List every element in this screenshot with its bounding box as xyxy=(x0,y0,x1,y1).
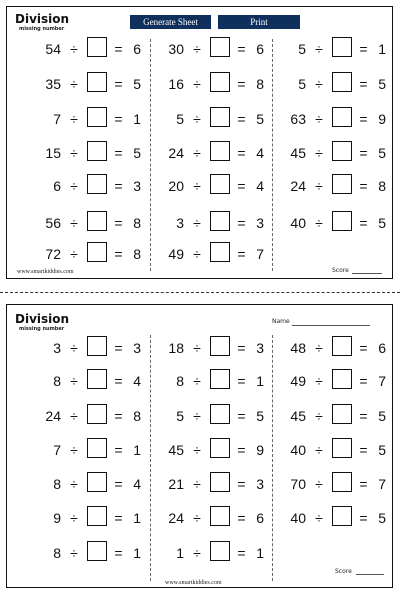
answer-box[interactable] xyxy=(87,174,107,194)
answer-box[interactable] xyxy=(210,174,230,194)
divide-sign: ÷ xyxy=(315,145,323,161)
quotient: 3 xyxy=(256,340,264,356)
equals-sign: = xyxy=(359,510,368,526)
problem-row xyxy=(17,539,145,567)
problem-row xyxy=(17,209,145,237)
answer-box[interactable] xyxy=(87,472,107,492)
equals-sign: = xyxy=(114,408,123,424)
dividend: 45 xyxy=(290,408,306,424)
divide-sign: ÷ xyxy=(315,178,323,194)
answer-box[interactable] xyxy=(210,107,230,127)
footer-url: www.smartkiddies.com xyxy=(17,269,74,275)
divide-sign: ÷ xyxy=(315,408,323,424)
problem-row xyxy=(262,334,390,362)
equals-sign: = xyxy=(114,510,123,526)
equals-sign: = xyxy=(359,215,368,231)
quotient: 7 xyxy=(378,476,386,492)
equals-sign: = xyxy=(237,476,246,492)
divide-sign: ÷ xyxy=(70,408,78,424)
answer-box[interactable] xyxy=(210,72,230,92)
dividend: 54 xyxy=(45,41,61,57)
problem-row xyxy=(140,436,268,464)
quotient: 6 xyxy=(256,510,264,526)
divide-sign: ÷ xyxy=(193,76,201,92)
quotient: 4 xyxy=(133,476,141,492)
divide-sign: ÷ xyxy=(70,545,78,561)
divide-sign: ÷ xyxy=(193,178,201,194)
answer-box[interactable] xyxy=(87,211,107,231)
answer-box[interactable] xyxy=(210,211,230,231)
dividend: 3 xyxy=(176,215,184,231)
answer-box[interactable] xyxy=(332,506,352,526)
divide-sign: ÷ xyxy=(193,145,201,161)
quotient: 3 xyxy=(133,178,141,194)
quotient: 1 xyxy=(133,111,141,127)
problem-row xyxy=(17,35,145,63)
equals-sign: = xyxy=(359,442,368,458)
divide-sign: ÷ xyxy=(193,545,201,561)
problem-row xyxy=(262,139,390,167)
quotient: 9 xyxy=(378,111,386,127)
problem-row xyxy=(17,105,145,133)
problem-row xyxy=(262,402,390,430)
generate-sheet-button[interactable]: Generate Sheet xyxy=(130,15,211,29)
answer-box[interactable] xyxy=(87,72,107,92)
dividend: 16 xyxy=(168,76,184,92)
dividend: 48 xyxy=(290,340,306,356)
divide-sign: ÷ xyxy=(70,41,78,57)
dividend: 56 xyxy=(45,215,61,231)
problem-row xyxy=(140,70,268,98)
problem-row xyxy=(140,139,268,167)
problem-row xyxy=(262,172,390,200)
dividend: 3 xyxy=(53,340,61,356)
sheet-subtitle: missing number xyxy=(19,326,65,332)
quotient: 8 xyxy=(133,246,141,262)
problem-row xyxy=(140,240,268,268)
divide-sign: ÷ xyxy=(70,340,78,356)
quotient: 6 xyxy=(378,340,386,356)
divide-sign: ÷ xyxy=(193,246,201,262)
answer-box[interactable] xyxy=(210,472,230,492)
divide-sign: ÷ xyxy=(193,340,201,356)
answer-box[interactable] xyxy=(332,141,352,161)
divide-sign: ÷ xyxy=(70,145,78,161)
divide-sign: ÷ xyxy=(193,373,201,389)
answer-box[interactable] xyxy=(210,141,230,161)
dividend: 49 xyxy=(290,373,306,389)
divide-sign: ÷ xyxy=(193,408,201,424)
equals-sign: = xyxy=(237,442,246,458)
equals-sign: = xyxy=(359,111,368,127)
divide-sign: ÷ xyxy=(315,442,323,458)
answer-box[interactable] xyxy=(87,369,107,389)
equals-sign: = xyxy=(114,246,123,262)
dividend: 24 xyxy=(168,510,184,526)
problem-row xyxy=(17,334,145,362)
divide-sign: ÷ xyxy=(70,476,78,492)
equals-sign: = xyxy=(237,145,246,161)
quotient: 5 xyxy=(256,408,264,424)
dividend: 7 xyxy=(53,442,61,458)
quotient: 5 xyxy=(256,111,264,127)
equals-sign: = xyxy=(114,340,123,356)
quotient: 8 xyxy=(133,215,141,231)
equals-sign: = xyxy=(359,178,368,194)
problem-row xyxy=(262,35,390,63)
name-label: Name xyxy=(272,318,290,325)
problem-row xyxy=(140,209,268,237)
equals-sign: = xyxy=(237,408,246,424)
problem-row xyxy=(17,436,145,464)
answer-box[interactable] xyxy=(87,37,107,57)
dividend: 5 xyxy=(298,41,306,57)
equals-sign: = xyxy=(359,476,368,492)
quotient: 1 xyxy=(256,373,264,389)
quotient: 1 xyxy=(256,545,264,561)
problem-row xyxy=(140,539,268,567)
divide-sign: ÷ xyxy=(70,373,78,389)
sheet-title: Division xyxy=(15,312,70,326)
divide-sign: ÷ xyxy=(193,476,201,492)
dividend: 24 xyxy=(45,408,61,424)
dividend: 40 xyxy=(290,442,306,458)
dividend: 5 xyxy=(176,408,184,424)
problem-row xyxy=(262,436,390,464)
problem-row xyxy=(17,504,145,532)
problem-row xyxy=(140,105,268,133)
dividend: 35 xyxy=(45,76,61,92)
quotient: 5 xyxy=(378,145,386,161)
quotient: 3 xyxy=(133,340,141,356)
equals-sign: = xyxy=(237,111,246,127)
quotient: 5 xyxy=(378,510,386,526)
problem-row xyxy=(140,172,268,200)
quotient: 9 xyxy=(256,442,264,458)
equals-sign: = xyxy=(359,41,368,57)
problem-row xyxy=(17,172,145,200)
dividend: 63 xyxy=(290,111,306,127)
dividend: 30 xyxy=(168,41,184,57)
divide-sign: ÷ xyxy=(70,178,78,194)
problem-row xyxy=(17,240,145,268)
answer-box[interactable] xyxy=(210,541,230,561)
divide-sign: ÷ xyxy=(70,246,78,262)
answer-box[interactable] xyxy=(210,242,230,262)
dividend: 8 xyxy=(53,545,61,561)
equals-sign: = xyxy=(114,442,123,458)
equals-sign: = xyxy=(359,145,368,161)
quotient: 6 xyxy=(133,41,141,57)
divide-sign: ÷ xyxy=(315,111,323,127)
divide-sign: ÷ xyxy=(193,510,201,526)
quotient: 3 xyxy=(256,215,264,231)
equals-sign: = xyxy=(237,373,246,389)
equals-sign: = xyxy=(359,408,368,424)
divide-sign: ÷ xyxy=(315,510,323,526)
dividend: 45 xyxy=(290,145,306,161)
answer-box[interactable] xyxy=(332,404,352,424)
divide-sign: ÷ xyxy=(315,340,323,356)
cut-line xyxy=(0,292,400,293)
equals-sign: = xyxy=(114,111,123,127)
equals-sign: = xyxy=(237,76,246,92)
quotient: 5 xyxy=(378,215,386,231)
dividend: 24 xyxy=(168,145,184,161)
equals-sign: = xyxy=(237,215,246,231)
dividend: 20 xyxy=(168,178,184,194)
answer-box[interactable] xyxy=(332,369,352,389)
name-line xyxy=(292,325,370,326)
quotient: 7 xyxy=(378,373,386,389)
score-line xyxy=(352,273,382,274)
answer-box[interactable] xyxy=(210,438,230,458)
answer-box[interactable] xyxy=(87,541,107,561)
dividend: 72 xyxy=(45,246,61,262)
dividend: 40 xyxy=(290,215,306,231)
answer-box[interactable] xyxy=(332,336,352,356)
quotient: 1 xyxy=(133,545,141,561)
score-line xyxy=(356,574,384,575)
quotient: 6 xyxy=(256,41,264,57)
sheet-subtitle: missing number xyxy=(19,26,65,32)
quotient: 1 xyxy=(133,510,141,526)
sheet-title: Division xyxy=(15,12,70,26)
dividend: 8 xyxy=(53,373,61,389)
divide-sign: ÷ xyxy=(315,476,323,492)
quotient: 1 xyxy=(133,442,141,458)
answer-box[interactable] xyxy=(87,242,107,262)
divide-sign: ÷ xyxy=(315,76,323,92)
answer-box[interactable] xyxy=(87,336,107,356)
quotient: 8 xyxy=(378,178,386,194)
equals-sign: = xyxy=(237,246,246,262)
problem-row xyxy=(140,402,268,430)
equals-sign: = xyxy=(114,545,123,561)
problem-row xyxy=(140,35,268,63)
score-label: Score xyxy=(335,568,352,575)
equals-sign: = xyxy=(114,373,123,389)
quotient: 1 xyxy=(378,41,386,57)
problem-row xyxy=(262,504,390,532)
footer-url: www.smartkiddies.com xyxy=(165,580,222,586)
divide-sign: ÷ xyxy=(193,442,201,458)
dividend: 45 xyxy=(168,442,184,458)
dividend: 70 xyxy=(290,476,306,492)
quotient: 4 xyxy=(256,178,264,194)
answer-box[interactable] xyxy=(332,472,352,492)
problem-row xyxy=(262,470,390,498)
problem-row xyxy=(140,504,268,532)
equals-sign: = xyxy=(237,340,246,356)
equals-sign: = xyxy=(114,41,123,57)
problem-row xyxy=(17,139,145,167)
divide-sign: ÷ xyxy=(70,215,78,231)
divide-sign: ÷ xyxy=(315,41,323,57)
equals-sign: = xyxy=(237,41,246,57)
dividend: 5 xyxy=(176,111,184,127)
equals-sign: = xyxy=(237,178,246,194)
answer-box[interactable] xyxy=(210,369,230,389)
quotient: 8 xyxy=(133,408,141,424)
answer-box[interactable] xyxy=(332,174,352,194)
quotient: 4 xyxy=(133,373,141,389)
quotient: 5 xyxy=(133,145,141,161)
answer-box[interactable] xyxy=(87,404,107,424)
equals-sign: = xyxy=(114,476,123,492)
equals-sign: = xyxy=(114,145,123,161)
problem-row xyxy=(140,470,268,498)
problem-row xyxy=(262,70,390,98)
dividend: 7 xyxy=(53,111,61,127)
dividend: 8 xyxy=(176,373,184,389)
answer-box[interactable] xyxy=(87,107,107,127)
quotient: 8 xyxy=(256,76,264,92)
dividend: 5 xyxy=(298,76,306,92)
problem-row xyxy=(140,334,268,362)
dividend: 8 xyxy=(53,476,61,492)
quotient: 4 xyxy=(256,145,264,161)
divide-sign: ÷ xyxy=(193,41,201,57)
worksheet-1 xyxy=(6,6,393,279)
problem-row xyxy=(17,402,145,430)
problem-row xyxy=(262,105,390,133)
divide-sign: ÷ xyxy=(70,111,78,127)
problem-row xyxy=(17,470,145,498)
answer-box[interactable] xyxy=(87,141,107,161)
problem-row xyxy=(17,367,145,395)
equals-sign: = xyxy=(114,76,123,92)
divide-sign: ÷ xyxy=(70,76,78,92)
divide-sign: ÷ xyxy=(315,215,323,231)
equals-sign: = xyxy=(359,373,368,389)
answer-box[interactable] xyxy=(210,37,230,57)
problem-row xyxy=(262,209,390,237)
answer-box[interactable] xyxy=(332,107,352,127)
equals-sign: = xyxy=(359,340,368,356)
quotient: 5 xyxy=(378,442,386,458)
dividend: 6 xyxy=(53,178,61,194)
divide-sign: ÷ xyxy=(70,510,78,526)
quotient: 5 xyxy=(133,76,141,92)
dividend: 40 xyxy=(290,510,306,526)
worksheet-2 xyxy=(6,304,393,588)
dividend: 15 xyxy=(45,145,61,161)
dividend: 21 xyxy=(168,476,184,492)
quotient: 7 xyxy=(256,246,264,262)
dividend: 1 xyxy=(176,545,184,561)
answer-box[interactable] xyxy=(332,37,352,57)
divide-sign: ÷ xyxy=(70,442,78,458)
equals-sign: = xyxy=(237,510,246,526)
quotient: 5 xyxy=(378,408,386,424)
divide-sign: ÷ xyxy=(193,111,201,127)
equals-sign: = xyxy=(114,215,123,231)
dividend: 9 xyxy=(53,510,61,526)
dividend: 49 xyxy=(168,246,184,262)
equals-sign: = xyxy=(114,178,123,194)
quotient: 5 xyxy=(378,76,386,92)
quotient: 3 xyxy=(256,476,264,492)
dividend: 18 xyxy=(168,340,184,356)
answer-box[interactable] xyxy=(87,438,107,458)
equals-sign: = xyxy=(237,545,246,561)
problem-row xyxy=(140,367,268,395)
answer-box[interactable] xyxy=(210,506,230,526)
problem-row xyxy=(17,70,145,98)
divide-sign: ÷ xyxy=(315,373,323,389)
answer-box[interactable] xyxy=(332,438,352,458)
answer-box[interactable] xyxy=(332,211,352,231)
equals-sign: = xyxy=(359,76,368,92)
divide-sign: ÷ xyxy=(193,215,201,231)
print-button[interactable]: Print xyxy=(218,15,300,29)
answer-box[interactable] xyxy=(210,336,230,356)
answer-box[interactable] xyxy=(332,72,352,92)
problem-row xyxy=(262,367,390,395)
score-label: Score xyxy=(332,267,349,274)
answer-box[interactable] xyxy=(210,404,230,424)
answer-box[interactable] xyxy=(87,506,107,526)
dividend: 24 xyxy=(290,178,306,194)
